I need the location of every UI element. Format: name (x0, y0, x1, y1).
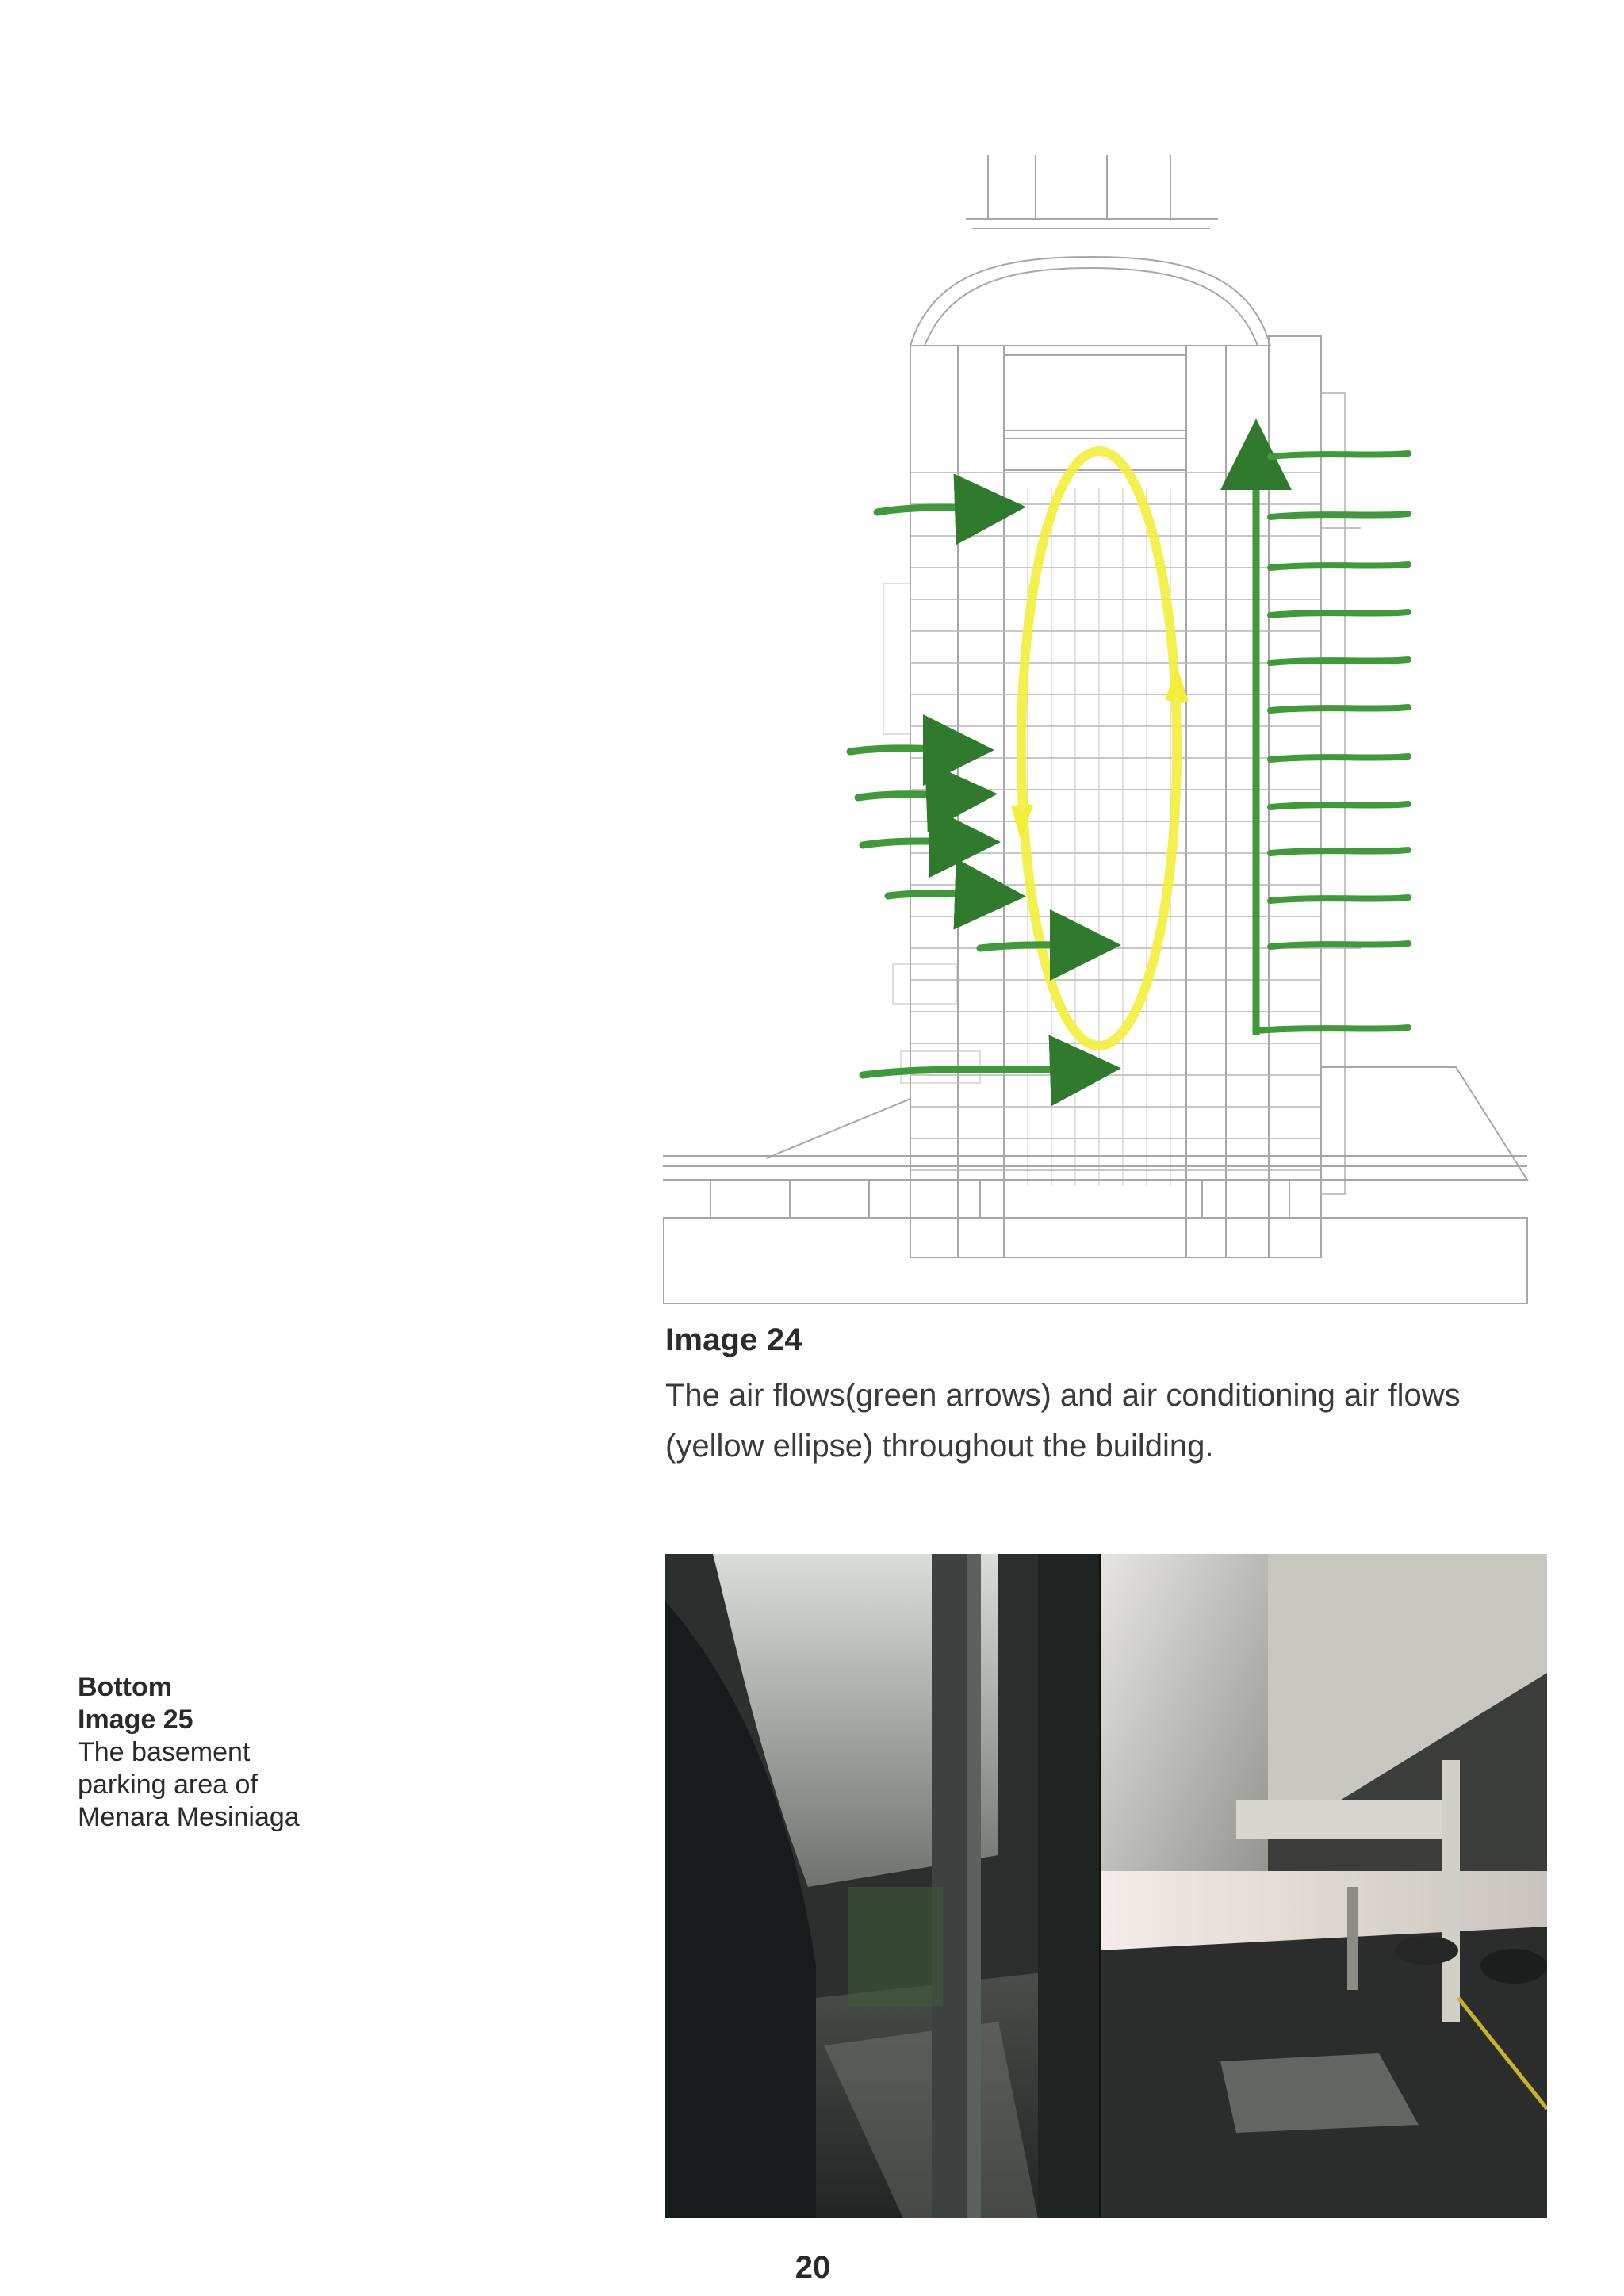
basement-parking-photos (665, 1554, 1547, 2218)
page-number: 20 (795, 2250, 831, 2285)
caption-position-label: Bottom (78, 1672, 172, 1702)
ac-airflow-ellipse (1015, 451, 1185, 1046)
figure-title-image-24: Image 24 (665, 1322, 802, 1357)
right-photo (1100, 1554, 1547, 2218)
section-linework (663, 155, 1527, 1303)
figure-title-image-25: Image 25 (78, 1705, 193, 1735)
left-airflow-arrows (850, 507, 1107, 1075)
side-caption (78, 1671, 331, 1834)
building-section-diagram (663, 155, 1535, 1307)
right-airflow-arrows (1256, 453, 1408, 1031)
figure-description-image-24: The air flows(green arrows) and air conditioning air flows (yellow ellipse) throughout the building. (665, 1378, 1461, 1464)
left-photo (665, 1554, 1100, 2218)
figure-description-image-25: The basement parking area of Menara Mesiniaga (78, 1737, 300, 1832)
